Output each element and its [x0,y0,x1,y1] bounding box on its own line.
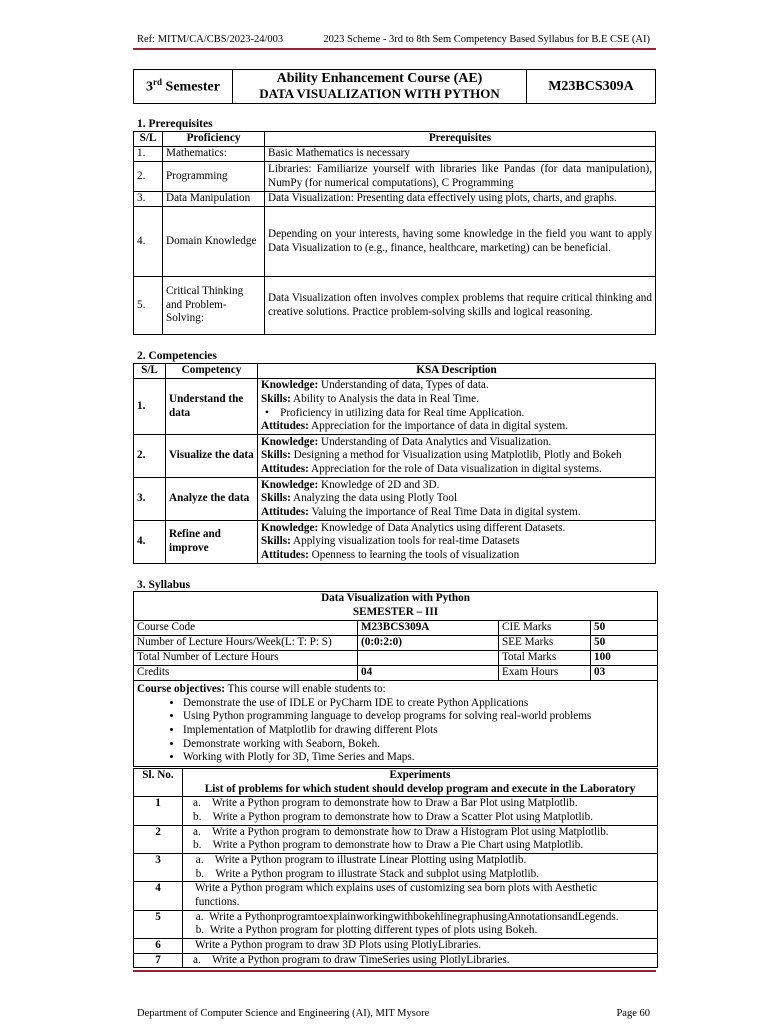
info-value: (0:0:2:0) [358,636,499,651]
knowledge-text: Understanding of Data Analytics and Visualization. [318,435,552,448]
info-row [134,636,658,651]
skills-text: Analyzing the data using Plotly Tool [290,492,458,505]
experiments-header-row [134,769,658,797]
row-competency: Understand the data [166,379,258,435]
objective-item: • Using Python programming language to develop programs for solving real-world problems [183,710,654,724]
objective-item: • Implementation of Matplotlib for drawing different Plots [183,724,654,738]
skills-line [261,393,652,407]
exp-text [183,938,658,953]
row-sl: 4. [134,207,163,277]
course-type: Ability Enhancement Course (AE) [276,70,483,86]
exp-line: Write a Python program which explains uses of customizing sea born plots with Aesthetic [195,882,597,895]
info-label2: Total Marks [499,651,591,666]
experiments-table [133,768,658,968]
exp-no: 1 [134,797,183,825]
bullet-text: Proficiency in utilizing data for Real time Application. [280,406,525,419]
exp-line: b. Write a Python program for plotting different types of plots using Bokeh. [193,924,538,937]
semester-suffix: rd [153,77,163,88]
exp-line: b. Write a Python program to illustrate Stack and subplot using Matplotlib. [193,867,540,880]
table-row [134,953,658,968]
exp-text [183,853,658,881]
table-row [134,207,656,277]
knowledge-line [261,436,652,450]
prerequisites-header-row [134,132,656,147]
footer-rule [133,970,656,972]
page-number: Page 60 [616,1008,650,1019]
row-text: Data Visualization: Presenting data effectively using plots, charts, and graphs. [265,192,656,207]
department-name: Department of Computer Science and Engineering (AI), MIT Mysore [137,1008,430,1019]
exp-line: a. Write a Python program to demonstrate how to Draw a Histogram Plot using Matplotlib. [193,825,609,838]
row-text: Data Visualization often involves complex problems that require critical thinking and creative solutions. Practice problem-solving skills and logical reasoning. [265,277,656,335]
row-proficiency: Mathematics: [163,147,265,162]
skills-line [261,492,652,506]
table-row [134,478,656,521]
info-label2: SEE Marks [499,636,591,651]
syllabus-semester: SEMESTER – III [352,606,439,618]
knowledge-label: Knowledge: [261,521,319,534]
skills-line [261,535,652,549]
row-competency: Refine and improve [166,521,258,564]
exp-no: 6 [134,938,183,953]
skills-bullet: • Proficiency in utilizing data for Real time Application. [265,406,525,419]
page-header [137,34,650,47]
semester-word: Semester [162,79,220,95]
table-row [134,910,658,938]
col-sl-no: Sl. No. [134,769,183,797]
attitudes-line [261,506,652,520]
row-sl: 3. [134,192,163,207]
table-row [134,435,656,478]
header-rule [133,48,656,50]
prerequisites-heading: 1. Prerequisites [137,118,213,130]
syllabus-title-cell [134,592,658,621]
table-row [134,277,656,335]
knowledge-text: Understanding of data, Types of data. [318,379,489,392]
exp-text [183,953,658,968]
table-row [134,938,658,953]
knowledge-line [261,522,652,536]
attitudes-line [261,549,652,563]
col-experiments [183,769,658,797]
exp-no: 5 [134,910,183,938]
course-title-cell [233,70,527,104]
attitudes-text: Openness to learning the tools of visualization [308,548,520,561]
row-ksa [258,478,656,521]
info-row [134,651,658,666]
col-ksa: KSA Description [258,364,656,379]
skills-label: Skills: [261,535,291,548]
table-row [134,192,656,207]
col-proficiency: Proficiency [163,132,265,147]
info-label: Course Code [134,621,358,636]
syllabus-heading: 3. Syllabus [137,579,191,591]
info-label: Number of Lecture Hours/Week(L: T: P: S) [134,636,358,651]
objectives-cell [134,681,658,767]
syllabus-table [133,591,658,767]
knowledge-text: Knowledge of 2D and 3D. [318,478,440,491]
competencies-header-row [134,364,656,379]
row-sl: 4. [134,521,166,564]
objective-item: • Working with Plotly for 3D, Time Series and Maps. [183,751,654,765]
exp-line: b. Write a Python program to demonstrate how to Draw a Pie Chart using Matplotlib. [193,839,584,852]
exp-line: a. Write a Python program to demonstrate how to Draw a Bar Plot using Matplotlib. [193,797,578,810]
row-ksa [258,435,656,478]
row-competency: Visualize the data [166,435,258,478]
info-value2: 100 [591,651,658,666]
row-text: Basic Mathematics is necessary [265,147,656,162]
table-row [134,379,656,435]
skills-text: Designing a method for Visualization using Matplotlib, Plotly and Bokeh [290,449,622,462]
scheme-title: 2023 Scheme - 3rd to 8th Sem Competency Based Syllabus for B.E CSE (AI) [323,34,650,45]
attitudes-text: Valuing the importance of Real Time Data in digital system. [308,505,581,518]
semester-cell [134,70,233,104]
row-text: Depending on your interests, having some knowledge in the field you want to apply Data Visualization to (e.g., finance, healthcare, marketing) can be beneficial. [265,207,656,277]
row-proficiency: Data Manipulation [163,192,265,207]
row-sl: 1. [134,379,166,435]
syllabus-title: Data Visualization with Python [321,592,470,605]
info-value [358,651,499,666]
exp-no: 2 [134,825,183,853]
objectives-intro-line [137,683,654,697]
semester-number: 3 [146,79,154,95]
exp-line: functions. [195,895,240,908]
info-label2: CIE Marks [499,621,591,636]
knowledge-line [261,379,652,393]
info-label: Total Number of Lecture Hours [134,651,358,666]
attitudes-label: Attitudes: [261,505,309,518]
table-row [134,521,656,564]
col-competency: Competency [166,364,258,379]
course-name: DATA VISUALIZATION WITH PYTHON [259,86,500,102]
table-row [134,825,658,853]
attitudes-line [261,420,652,434]
exp-text [183,825,658,853]
syllabus-title-row [134,592,658,621]
experiments-subtitle: List of problems for which student should develop program and execute in the Laboratory [204,782,636,795]
row-text: Libraries: Familiarize yourself with libraries like Pandas (for data manipulation), NumPy (for numerical computations), C Programming [265,162,656,192]
prerequisites-table [133,131,656,335]
row-ksa [258,379,656,435]
skills-line [261,449,652,463]
table-row [134,853,658,881]
table-row [134,882,658,910]
row-proficiency: Critical Thinking and Problem-Solving: [163,277,265,335]
attitudes-line [261,463,652,477]
exp-text [183,797,658,825]
table-row [134,147,656,162]
competencies-heading: 2. Competencies [137,350,217,362]
knowledge-label: Knowledge: [261,379,319,392]
title-box [133,69,656,104]
exp-line: b. Write a Python program to demonstrate how to Draw a Scatter Plot using Matplotlib. [193,810,594,823]
row-ksa [258,521,656,564]
row-sl: 5. [134,277,163,335]
exp-no: 3 [134,853,183,881]
page-footer [137,1008,650,1021]
skills-label: Skills: [261,392,291,405]
exp-text [183,882,658,910]
knowledge-label: Knowledge: [261,435,319,448]
row-sl: 3. [134,478,166,521]
course-code: M23BCS309A [527,70,656,104]
row-sl: 2. [134,162,163,192]
exp-line: a. Write a Python program to illustrate Linear Plotting using Matplotlib. [193,853,527,866]
exp-line: a. Write a PythonprogramtoexplainworkingwithbokehlinegraphusingAnnotationsandLegends. [193,910,619,923]
info-label: Credits [134,666,358,681]
info-value2: 03 [591,666,658,681]
attitudes-label: Attitudes: [261,420,309,433]
competencies-table [133,363,656,564]
objectives-row [134,681,658,767]
row-proficiency: Domain Knowledge [163,207,265,277]
skills-label: Skills: [261,492,291,505]
knowledge-text: Knowledge of Data Analytics using different Datasets. [318,521,566,534]
knowledge-label: Knowledge: [261,478,319,491]
info-row [134,621,658,636]
row-proficiency: Programming [163,162,265,192]
knowledge-line [261,479,652,493]
exp-line: a. Write a Python program to draw TimeSeries using PlotlyLibraries. [193,953,510,966]
info-value2: 50 [591,621,658,636]
exp-no: 7 [134,953,183,968]
skills-text: Applying visualization tools for real-time Datasets [290,535,520,548]
skills-label: Skills: [261,449,291,462]
attitudes-label: Attitudes: [261,548,309,561]
ref-number: Ref: MITM/CA/CBS/2023-24/003 [137,34,284,45]
info-value: M23BCS309A [358,621,499,636]
attitudes-text: Appreciation for the role of Data visualization in digital systems. [308,462,602,475]
info-label2: Exam Hours [499,666,591,681]
skills-text: Ability to Analysis the data in Real Time. [290,392,479,405]
table-row [134,797,658,825]
exp-line: Write a Python program to draw 3D Plots using PlotlyLibraries. [195,938,482,951]
info-row [134,666,658,681]
objectives-label: Course objectives: [137,683,225,695]
objective-item: • Demonstrate the use of IDLE or PyCharm IDE to create Python Applications [183,697,654,711]
row-sl: 1. [134,147,163,162]
exp-text [183,910,658,938]
experiments-title: Experiments [389,769,451,781]
objectives-list [137,697,654,765]
objectives-intro: This course will enable students to: [224,683,386,695]
exp-no: 4 [134,882,183,910]
info-value2: 50 [591,636,658,651]
col-sl: S/L [134,132,163,147]
info-value: 04 [358,666,499,681]
attitudes-text: Appreciation for the importance of data in digital system. [308,420,568,433]
col-prerequisites: Prerequisites [265,132,656,147]
col-sl: S/L [134,364,166,379]
attitudes-label: Attitudes: [261,462,309,475]
objective-item: • Demonstrate working with Seaborn, Bokeh. [183,738,654,752]
row-competency: Analyze the data [166,478,258,521]
table-row [134,162,656,192]
row-sl: 2. [134,435,166,478]
